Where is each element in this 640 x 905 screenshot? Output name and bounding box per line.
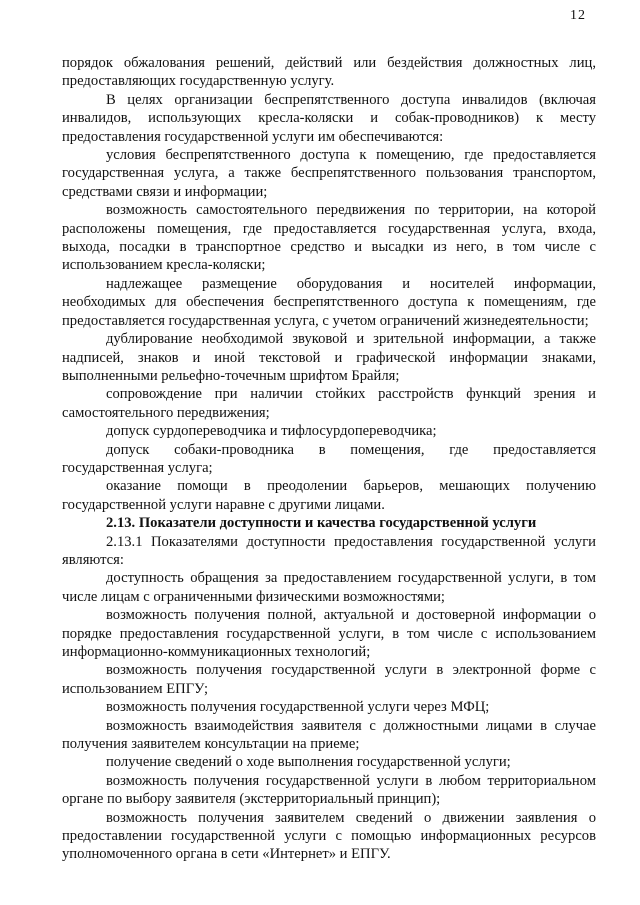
- paragraph: дублирование необходимой звуковой и зрительной информации, а также надписей, знаков и иной текстовой и графической информации знаками, выполненными рельефно-точечным шрифтом Брайля;: [62, 331, 596, 384]
- paragraph: надлежащее размещение оборудования и носителей информации, необходимых для обеспечения беспрепятственного доступа к помещениям, где предоставляется государственная услуга, с учетом ограничений жизнедеятельности;: [62, 275, 596, 329]
- section-heading: 2.13. Показатели доступности и качества государственной услуги: [106, 515, 537, 532]
- paragraph: оказание помощи в преодолении барьеров, мешающих получению государственной услуги наравне с другими лицами.: [62, 478, 596, 513]
- document-body: [62, 54, 596, 864]
- paragraph: возможность получения государственной услуги в любом территориальном органе по выбору заявителя (экстерриториальный принцип);: [62, 772, 596, 808]
- paragraph: доступность обращения за предоставлением государственной услуги, в том числе лицам с ограниченными физическими возможностями;: [62, 570, 596, 605]
- paragraph: возможность получения заявителем сведений о движении заявления о предоставлении государственной услуги с помощью информационных ресурсов уполномоченного органа в сети «Интернет» и ЕПГУ.: [62, 809, 596, 863]
- paragraph: порядок обжалования решений, действий или бездействия должностных лиц, предоставляющих государственную услугу.: [62, 55, 596, 90]
- paragraph: возможность самостоятельного передвижения по территории, на которой расположены помещения, где предоставляется государственная услуга, входа, выхода, посадки в транспортное средство и высадки из него, в том числе с использованием кресла-коляски;: [62, 202, 596, 274]
- paragraph: допуск собаки-проводника в помещения, где предоставляется государственная услуга;: [62, 441, 596, 476]
- paragraph: допуск сурдопереводчика и тифлосурдопереводчика;: [106, 423, 437, 440]
- paragraph: 2.13.1 Показателями доступности предоставления государственной услуги являются:: [62, 533, 596, 568]
- paragraph: условия беспрепятственного доступа к помещению, где предоставляется государственная услуга, а также беспрепятственного пользования транспортом, средствами связи и информации;: [62, 147, 596, 200]
- page-number: 12: [570, 8, 586, 23]
- paragraph: сопровождение при наличии стойких расстройств функций зрения и самостоятельного передвижения;: [62, 386, 596, 421]
- paragraph: возможность взаимодействия заявителя с должностными лицами в случае получения заявителем консультации на приеме;: [62, 717, 596, 753]
- paragraph: получение сведений о ходе выполнения государственной услуги;: [106, 754, 511, 771]
- paragraph: В целях организации беспрепятственного доступа инвалидов (включая инвалидов, использующих кресла-коляски и собак-проводников) к месту предоставления государственной услуги им обеспечиваются:: [62, 91, 596, 145]
- paragraph: возможность получения государственной услуги через МФЦ;: [106, 699, 490, 716]
- paragraph: возможность получения полной, актуальной и достоверной информации о порядке предоставления государственной услуги, в том числе с использованием информационно-коммуникационных технологий;: [62, 607, 596, 660]
- paragraph: возможность получения государственной услуги в электронной форме с использованием ЕПГУ;: [62, 662, 596, 697]
